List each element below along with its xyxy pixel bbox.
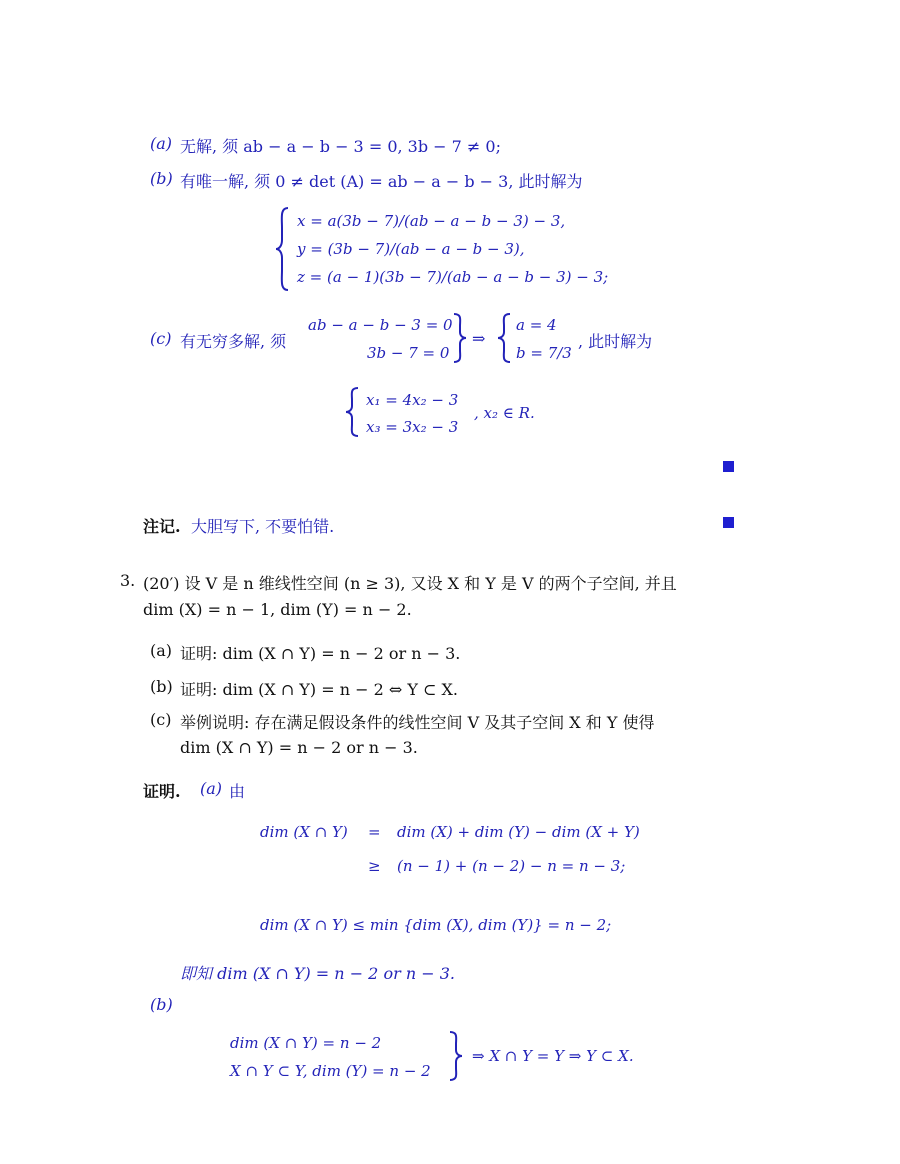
qed-square-icon	[723, 461, 734, 472]
system2-line: x₃ = 3x₂ − 3	[366, 418, 459, 436]
proof-conclusion: 即知 dim (X ∩ Y) = n − 2 or n − 3.	[180, 964, 455, 983]
right-brace-icon	[448, 1030, 464, 1082]
left-brace-icon	[496, 312, 512, 364]
system1-line: x = a(3b − 7)/(ab − a − b − 3) − 3,	[297, 212, 566, 230]
right-brace-icon	[452, 312, 468, 364]
part-b-label: (b)	[150, 169, 173, 188]
problem-item-label: (b)	[150, 677, 173, 696]
left-brace-icon	[274, 206, 290, 292]
eq2-rhs: (n − 1) + (n − 2) − n = n − 3;	[397, 857, 626, 875]
problem-item-text: 证明: dim (X ∩ Y) = n − 2 or n − 3.	[180, 644, 461, 663]
remark-label: 注记.	[143, 517, 181, 536]
proof-a-label: (a)	[200, 779, 223, 798]
c-condition-line: ab − a − b − 3 = 0	[308, 316, 453, 334]
problem-number: 3.	[120, 571, 136, 590]
proof-b-label: (b)	[150, 995, 173, 1014]
b-condition-line: X ∩ Y ⊂ Y, dim (Y) = n − 2	[230, 1062, 431, 1080]
remark-text: 大胆写下, 不要怕错.	[191, 517, 335, 536]
problem-item-label: (a)	[150, 641, 173, 660]
part-c-text: 有无穷多解, 须	[180, 332, 287, 351]
problem-item-text: 证明: dim (X ∩ Y) = n − 2 ⇔ Y ⊂ X.	[180, 680, 458, 699]
problem-item-label: (c)	[150, 710, 172, 729]
problem-item-text-cont: dim (X ∩ Y) = n − 2 or n − 3.	[180, 738, 418, 757]
proof-label: 证明.	[143, 782, 181, 801]
part-a-text: 无解, 须 ab − a − b − 3 = 0, 3b − 7 ≠ 0;	[180, 137, 501, 156]
part-a-label: (a)	[150, 134, 173, 153]
c-result-line: b = 7/3	[516, 344, 572, 362]
eq3: dim (X ∩ Y) ≤ min {dim (X), dim (Y)} = n − 2;	[260, 916, 612, 934]
system2-line: x₁ = 4x₂ − 3	[366, 391, 459, 409]
proof-a-text: 由	[229, 782, 246, 801]
system2-tail: , x₂ ∈ R.	[474, 404, 535, 422]
part-b-text: 有唯一解, 须 0 ≠ det (A) = ab − a − b − 3, 此时解为	[180, 172, 583, 191]
system1-line: z = (a − 1)(3b − 7)/(ab − a − b − 3) − 3;	[297, 268, 609, 286]
problem-statement-line2: dim (X) = n − 1, dim (Y) = n − 2.	[143, 600, 412, 619]
eq1-relation: =	[368, 823, 381, 841]
c-result-line: a = 4	[516, 316, 557, 334]
c-condition-line: 3b − 7 = 0	[367, 344, 450, 362]
b-condition-line: dim (X ∩ Y) = n − 2	[230, 1034, 382, 1052]
part-c-label: (c)	[150, 329, 172, 348]
left-brace-icon	[344, 386, 360, 438]
qed-square-icon	[723, 517, 734, 528]
problem-statement-line1: (20′) 设 V 是 n 维线性空间 (n ≥ 3), 又设 X 和 Y 是 V 的两个子空间, 并且	[143, 574, 677, 593]
problem-item-text: 举例说明: 存在满足假设条件的线性空间 V 及其子空间 X 和 Y 使得	[180, 713, 655, 732]
implies-arrow: ⇒	[472, 329, 486, 348]
eq1-lhs: dim (X ∩ Y)	[260, 823, 348, 841]
system1-line: y = (3b − 7)/(ab − a − b − 3),	[297, 240, 525, 258]
b-result: ⇒ X ∩ Y = Y ⇒ Y ⊂ X.	[472, 1047, 634, 1065]
eq1-rhs: dim (X) + dim (Y) − dim (X + Y)	[397, 823, 640, 841]
eq2-relation: ≥	[368, 857, 381, 875]
c-tail-text: , 此时解为	[578, 332, 653, 351]
